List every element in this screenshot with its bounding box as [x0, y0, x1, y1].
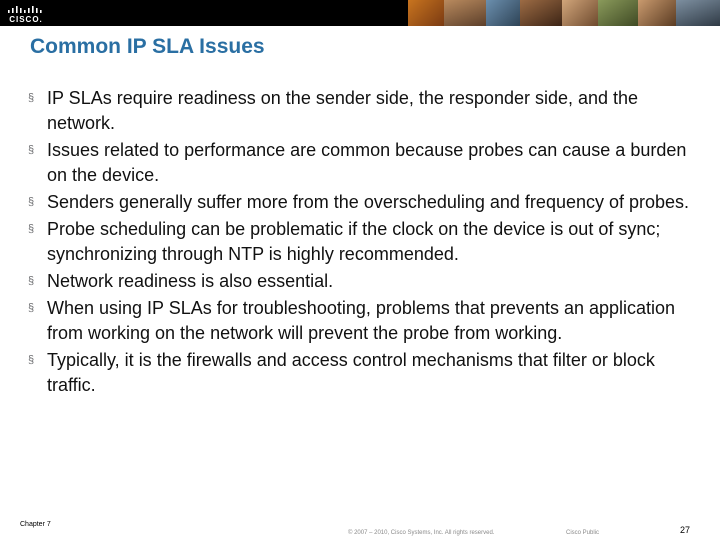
bullet-marker: §	[28, 354, 35, 366]
footer-copyright: © 2007 – 2010, Cisco Systems, Inc. All rights reserved.	[348, 530, 495, 536]
photo-tile	[486, 0, 520, 26]
bullet-text: Issues related to performance are common because probes can cause a burden on the device.	[47, 140, 687, 185]
header-bar	[0, 0, 720, 26]
bullet-text: Network readiness is also essential.	[47, 271, 334, 291]
bullet-text: Typically, it is the firewalls and access control mechanisms that filter or block traffic.	[47, 350, 655, 395]
bullet-item	[28, 296, 698, 346]
photo-tile	[676, 0, 720, 26]
bullet-text: IP SLAs require readiness on the sender side, the responder side, and the network.	[47, 88, 639, 133]
page-number: 27	[680, 525, 691, 535]
bullet-marker: §	[28, 223, 35, 235]
photo-tile	[598, 0, 638, 26]
bullet-item	[28, 190, 698, 215]
bullet-item	[28, 217, 698, 267]
footer-classification: Cisco Public	[566, 530, 600, 536]
cisco-logo	[6, 4, 46, 24]
people-photo-strip	[408, 0, 720, 26]
footer-chapter: Chapter 7	[20, 521, 51, 528]
photo-tile	[562, 0, 598, 26]
photo-tile	[408, 0, 444, 26]
bullet-item	[28, 138, 698, 188]
bullet-text: When using IP SLAs for troubleshooting, problems that prevents an application from working on the network will prevent the probe from working.	[47, 298, 676, 343]
bullet-item	[28, 86, 698, 136]
cisco-bridge-icon	[6, 4, 46, 14]
photo-tile	[520, 0, 562, 26]
photo-tile	[444, 0, 486, 26]
bullet-text: Senders generally suffer more from the overscheduling and frequency of probes.	[47, 192, 690, 212]
bullet-text: Probe scheduling can be problematic if the clock on the device is out of sync; synchronizing through NTP is highly recommended.	[47, 219, 661, 264]
bullet-marker: §	[28, 92, 35, 104]
slide-title: Common IP SLA Issues	[30, 35, 265, 58]
bullet-item	[28, 269, 698, 294]
photo-tile	[638, 0, 676, 26]
bullet-marker: §	[28, 144, 35, 156]
bullet-item	[28, 348, 698, 398]
logo-text: CISCO.	[9, 15, 43, 24]
bullet-marker: §	[28, 196, 35, 208]
bullet-marker: §	[28, 275, 35, 287]
bullet-marker: §	[28, 302, 35, 314]
bullet-list	[28, 86, 698, 400]
